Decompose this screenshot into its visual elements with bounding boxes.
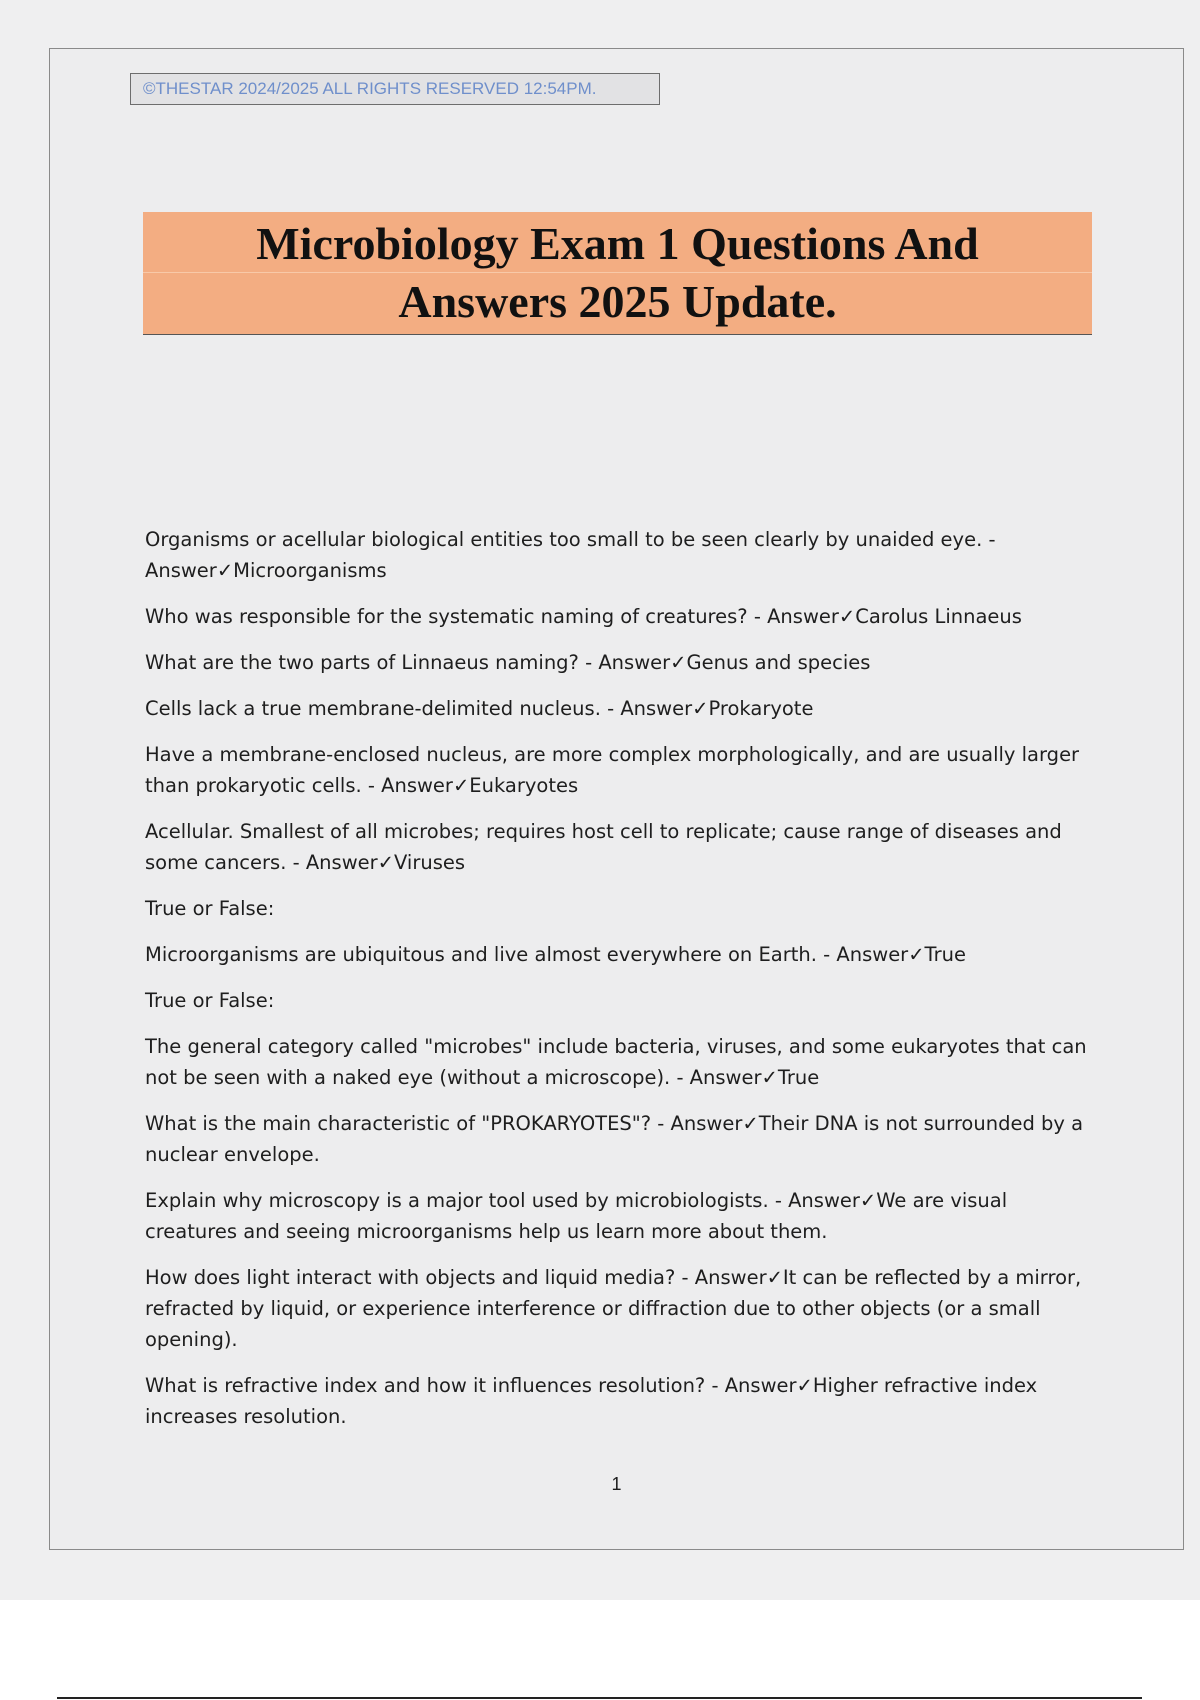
qa-item: True or False: xyxy=(145,897,275,920)
qa-item: Cells lack a true membrane-delimited nucleus. - Answer✓Prokaryote xyxy=(145,697,814,720)
qa-item: Explain why microscopy is a major tool used by microbiologists. - Answer✓We are visual creatures and seeing microorganisms help us learn more about them. xyxy=(145,1189,1008,1243)
page-number: 1 xyxy=(611,1474,622,1494)
bottom-divider xyxy=(57,1697,1142,1699)
qa-item: What are the two parts of Linnaeus naming? - Answer✓Genus and species xyxy=(145,651,871,674)
qa-item: True or False: xyxy=(145,989,275,1012)
qa-item: Acellular. Smallest of all microbes; requires host cell to replicate; cause range of diseases and some cancers. - Answer✓Viruses xyxy=(145,820,1062,874)
qa-item: What is the main characteristic of "PROKARYOTES"? - Answer✓Their DNA is not surrounded by a nuclear envelope. xyxy=(145,1112,1084,1166)
qa-item: Who was responsible for the systematic naming of creatures? - Answer✓Carolus Linnaeus xyxy=(145,605,1022,628)
qa-item: How does light interact with objects and liquid media? - Answer✓It can be reflected by a mirror, refracted by liquid, or experience interference or diffraction due to other objects (or a small opening). xyxy=(145,1266,1082,1351)
title-line-2: Answers 2025 Update. xyxy=(398,276,837,327)
document-page xyxy=(49,48,1184,1550)
qa-list xyxy=(145,524,1095,1447)
qa-item: Microorganisms are ubiquitous and live almost everywhere on Earth. - Answer✓True xyxy=(145,943,966,966)
qa-item: What is refractive index and how it influences resolution? - Answer✓Higher refractive index increases resolution. xyxy=(145,1374,1038,1428)
qa-item: Have a membrane-enclosed nucleus, are more complex morphologically, and are usually larger than prokaryotic cells. - Answer✓Eukaryotes xyxy=(145,743,1080,797)
qa-item: Organisms or acellular biological entities too small to be seen clearly by unaided eye. - Answer✓Microorganisms xyxy=(145,528,996,582)
title-line-1: Microbiology Exam 1 Questions And xyxy=(256,218,979,269)
title-banner xyxy=(143,212,1092,335)
copyright-banner: ©THESTAR 2024/2025 ALL RIGHTS RESERVED 12:54PM. xyxy=(130,73,660,105)
document-title xyxy=(256,215,978,331)
qa-item: The general category called "microbes" include bacteria, viruses, and some eukaryotes that can not be seen with a naked eye (without a microscope). - Answer✓True xyxy=(145,1035,1087,1089)
